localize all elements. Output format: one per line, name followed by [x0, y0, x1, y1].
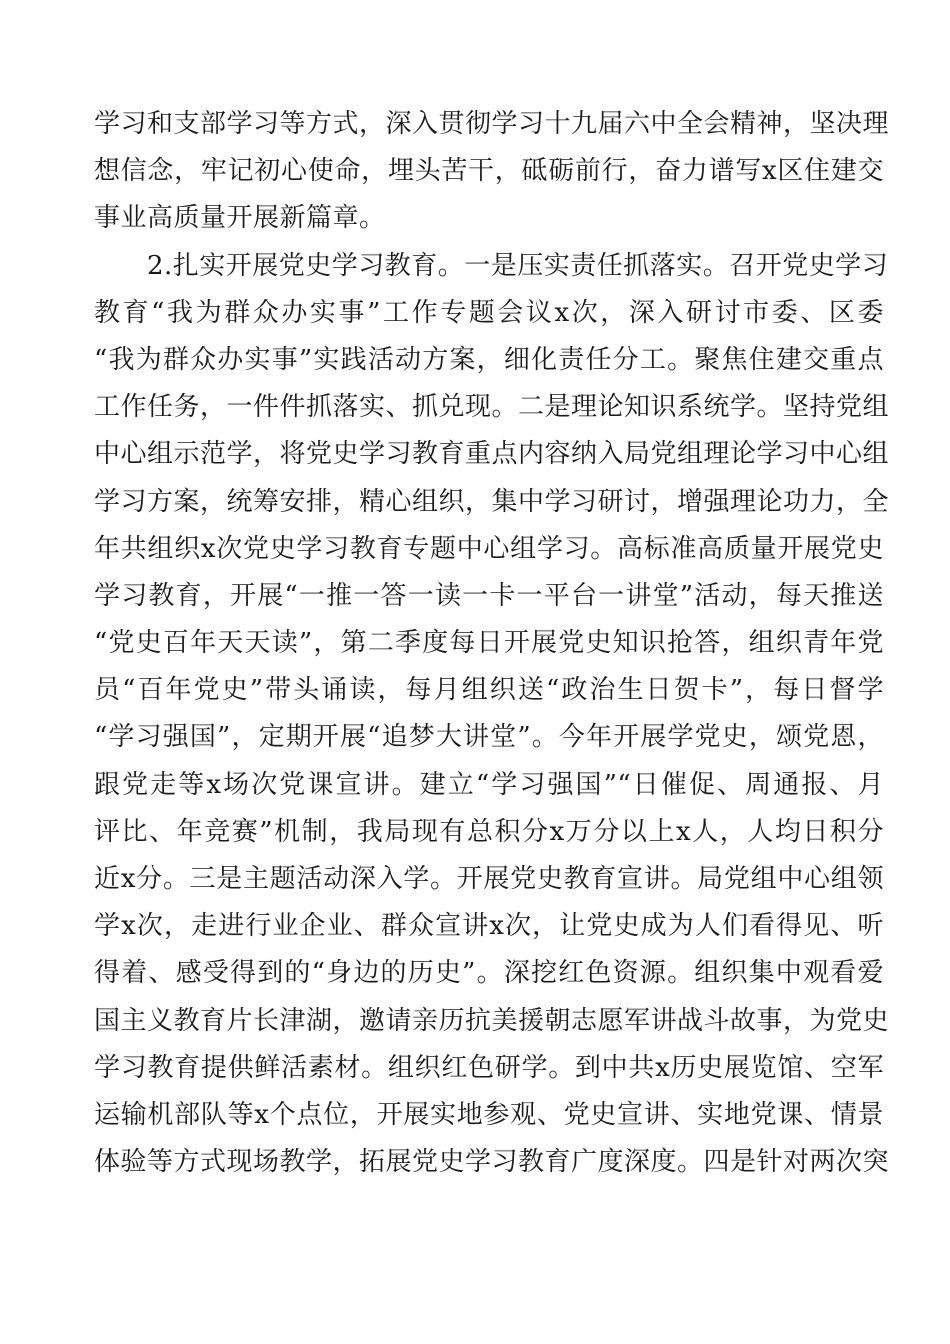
paragraph-2 — [94, 243, 890, 1234]
text-line: 得着、感受得到的“身边的历史”。深挖红色资源。组织集中观看爱 — [94, 958, 884, 989]
text-line: 评比、年竞赛”机制，我局现有总积分x万分以上x人，人均日积分 — [94, 816, 884, 847]
text-line: 运输机部队等x个点位，开展实地参观、党史宣讲、实地党课、情景 — [94, 1099, 884, 1130]
text-line: “我为群众办实事”实践活动方案，细化责任分工。聚焦住建交重点 — [94, 344, 884, 375]
document-body — [94, 101, 890, 1234]
text-line: 跟党走等x场次党课宣讲。建立“学习强国”“日催促、周通报、月 — [94, 769, 884, 800]
text-line — [94, 1186, 884, 1233]
text-line: “党史百年天天读”，第二季度每日开展党史知识抢答，组织青年党 — [94, 628, 884, 659]
text-line: 学习教育提供鲜活素材。组织红色研学。到中共x历史展览馆、空军 — [94, 1052, 884, 1083]
text-line: 学习方案，统筹安排，精心组织，集中学习研讨，增强理论功力，全 — [94, 486, 890, 517]
text-line: 学习和支部学习等方式，深入贯彻学习十九届六中全会精神，坚决理 — [94, 109, 890, 139]
text-line: 员“百年党史”带头诵读，每月组织送“政治生日贺卡”，每日督学 — [94, 675, 884, 706]
text-line: 工作任务，一件件抓落实、抓兑现。二是理论知识系统学。坚持党组 — [94, 392, 890, 423]
text-line: 体验等方式现场教学，拓展党史学习教育广度深度。四是针对两次突 — [94, 1147, 890, 1178]
text-line: 中心组示范学，将党史学习教育重点内容纳入局党组理论学习中心组 — [94, 439, 890, 470]
text-line: 学x次，走进行业企业、群众宣讲x次，让党史成为人们看得见、听 — [94, 911, 884, 942]
text-line: 2.扎实开展党史学习教育。一是压实责任抓落实。召开党史学习 — [94, 250, 889, 281]
text-line: 事业高质量开展新篇章。 — [94, 203, 386, 234]
text-line: 近x分。三是主题活动深入学。开展党史教育宣讲。局党组中心组领 — [94, 864, 884, 894]
text-line: 教育“我为群众办实事”工作专题会议x次，深入研讨市委、区委 — [94, 297, 884, 328]
text-line: 想信念，牢记初心使命，埋头苦干，砥砺前行，奋力谱写x区住建交 — [94, 156, 884, 187]
text-line: 年共组织x次党史学习教育专题中心组学习。高标准高质量开展党史 — [94, 533, 884, 564]
text-line: 国主义教育片长津湖，邀请亲历抗美援朝志愿军讲战斗故事，为党史 — [94, 1005, 890, 1036]
text-line: 学习教育，开展“一推一答一读一卡一平台一讲堂”活动，每天推送 — [94, 580, 884, 611]
paragraph-1 — [94, 101, 890, 243]
text-line: “学习强国”，定期开展“追梦大讲堂”。今年开展学党史，颂党恩， — [94, 722, 884, 753]
